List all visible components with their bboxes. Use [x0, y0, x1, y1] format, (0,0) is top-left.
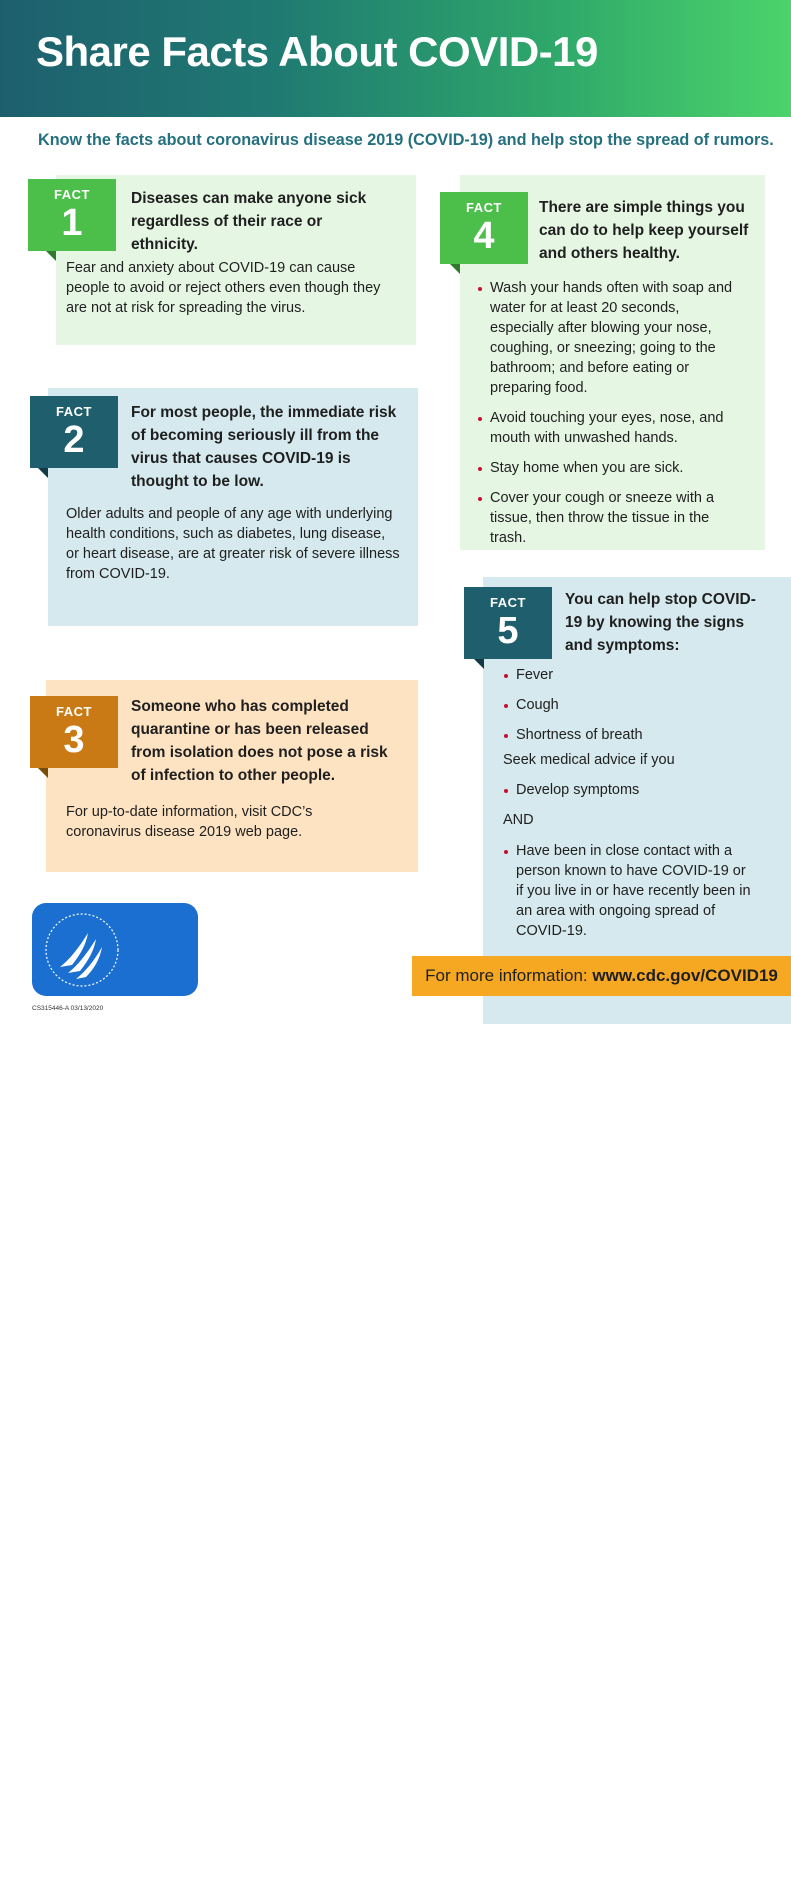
fact-2-body: Older adults and people of any age with underlying health conditions, such as diabetes, lung disease, or heart disease, are at greater risk of severe illness from COVID-19.: [66, 506, 400, 582]
fact-1-headline: Diseases can make anyone sick regardless of their race or ethnicity.: [131, 190, 367, 253]
advice-list-1: [501, 780, 761, 810]
advice-list-2: [501, 841, 751, 951]
badge-fold: [450, 264, 460, 274]
hhs-eagle-icon: [40, 909, 126, 991]
page-subtitle: Know the facts about coronavirus disease 2019 (COVID-19) and help stop the spread of rumors.: [38, 131, 774, 149]
and-text: AND: [503, 812, 534, 828]
list-item: Have been in close contact with a person known to have COVID-19 or if you live in or have recently been in an area with ongoing spread of COVID-19.: [501, 841, 751, 941]
cdc-logo: CDC: [152, 1832, 223, 1880]
document-code: CS315446-A 03/13/2020: [32, 1005, 104, 1012]
list-item: Cover your cough or sneeze with a tissue, then throw the tissue in the trash.: [475, 488, 745, 548]
fact-5-headline: You can help stop COVID-19 by knowing the signs and symptoms:: [565, 591, 756, 654]
more-info-link[interactable]: www.cdc.gov/COVID19: [592, 966, 778, 985]
fact-number: 3: [63, 719, 85, 761]
advice-intro: Seek medical advice if you: [503, 752, 675, 768]
symptom-list: [501, 665, 771, 755]
fact-3-badge: [30, 696, 118, 768]
fact-label: FACT: [56, 404, 92, 419]
fact-label: FACT: [56, 704, 92, 719]
more-info-label: For more information:: [425, 966, 593, 985]
fact-label: FACT: [490, 595, 526, 610]
fact-4-bullet-list: [475, 278, 745, 558]
more-info-banner: [412, 956, 791, 996]
fact-number: 5: [497, 610, 519, 652]
list-item: Wash your hands often with soap and water for at least 20 seconds, especially after blowing your nose, coughing, or sneezing; going to the bathroom; and before eating or preparing food.: [475, 278, 745, 398]
fact-2-headline: For most people, the immediate risk of becoming seriously ill from the virus that causes COVID-19 is thought to be low.: [131, 404, 397, 490]
fact-number: 1: [61, 202, 83, 244]
badge-fold: [46, 251, 56, 261]
list-item: Develop symptoms: [501, 780, 761, 800]
list-item: Cough: [501, 695, 771, 715]
list-item: Fever: [501, 665, 771, 685]
list-item: Stay home when you are sick.: [475, 458, 745, 478]
fact-3-headline: Someone who has completed quarantine or has been released from isolation does not pose a risk of infection to other people.: [131, 698, 388, 784]
fact-1-badge: [28, 179, 116, 251]
list-item: Shortness of breath: [501, 725, 771, 745]
fact-number: 4: [473, 215, 495, 257]
badge-fold: [38, 468, 48, 478]
fact-label: FACT: [466, 200, 502, 215]
fact-4-headline: There are simple things you can do to help keep yourself and others healthy.: [539, 199, 749, 262]
fact-3-body: For up-to-date information, visit CDC’s coronavirus disease 2019 web page.: [66, 804, 313, 840]
fact-number: 2: [63, 419, 85, 461]
badge-fold: [38, 768, 48, 778]
page-title: Share Facts About COVID-19: [36, 28, 598, 75]
fact-5-badge: [464, 587, 552, 659]
list-item: Avoid touching your eyes, nose, and mouth with unwashed hands.: [475, 408, 745, 448]
fact-2-badge: [30, 396, 118, 468]
badge-fold: [474, 659, 484, 669]
fact-4-badge: [440, 192, 528, 264]
fact-1-body: Fear and anxiety about COVID-19 can cause people to avoid or reject others even though they are not at risk for spreading the virus.: [66, 260, 381, 316]
header-banner: [0, 0, 791, 117]
fact-label: FACT: [54, 187, 90, 202]
